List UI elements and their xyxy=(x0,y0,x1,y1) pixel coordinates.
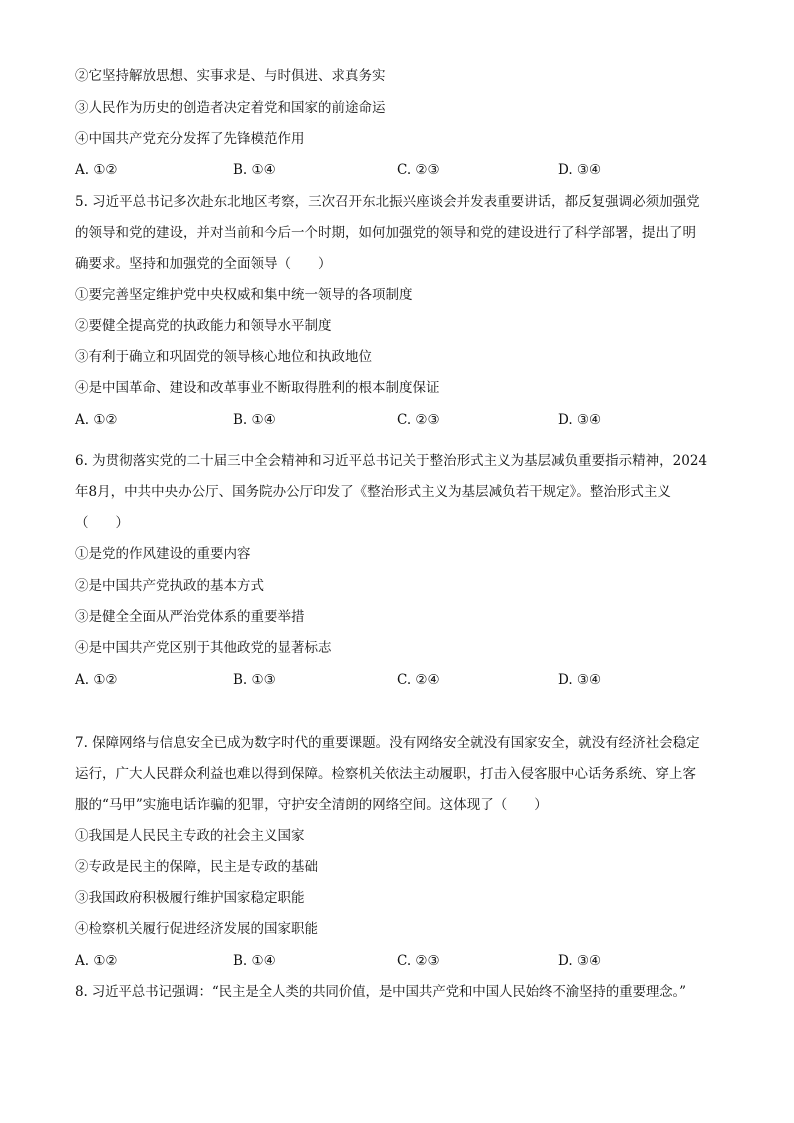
q5-stem-line-3: 确要求。坚持和加强党的全面领导（ ） xyxy=(75,256,332,272)
q5-option-a[interactable]: A. ①② xyxy=(75,412,118,428)
q7-item-2: ②专政是民主的保障，民主是专政的基础 xyxy=(75,859,318,875)
q4-item-3: ③人民作为历史的创造者决定着党和国家的前途命运 xyxy=(75,100,386,116)
q7-item-4: ④检察机关履行促进经济发展的国家职能 xyxy=(75,921,318,937)
q4-item-2: ②它坚持解放思想、实事求是、与时俱进、求真务实 xyxy=(75,68,386,84)
q7-option-d[interactable]: D. ③④ xyxy=(558,953,602,969)
q5-option-c[interactable]: C. ②③ xyxy=(397,412,440,428)
q7-stem-line-1: 7. 保障网络与信息安全已成为数字时代的重要课题。没有网络安全就没有国家安全，就没有经济社会稳定 xyxy=(75,735,700,751)
q6-stem-line-2: 年8月，中共中央办公厅、国务院办公厅印发了《整治形式主义为基层减负若干规定》。整治形式主义 xyxy=(75,484,671,500)
q5-options xyxy=(75,410,775,430)
q7-item-1: ①我国是人民民主专政的社会主义国家 xyxy=(75,828,305,844)
q7-stem-line-3: 服的“马甲”实施电话诈骗的犯罪，守护安全清朗的网络空间。这体现了（ ） xyxy=(75,797,548,813)
q4-item-4: ④中国共产党充分发挥了先锋模范作用 xyxy=(75,131,305,147)
q6-item-2: ②是中国共产党执政的基本方式 xyxy=(75,578,264,594)
q4-option-d[interactable]: D. ③④ xyxy=(558,162,602,178)
q7-stem-line-2: 运行，广大人民群众利益也难以得到保障。检察机关依法主动履职，打击入侵客服中心话务系统、穿上客 xyxy=(75,766,696,782)
q5-item-3: ③有利于确立和巩固党的领导核心地位和执政地位 xyxy=(75,349,372,365)
q5-item-4: ④是中国革命、建设和改革事业不断取得胜利的根本制度保证 xyxy=(75,380,440,396)
q4-option-c[interactable]: C. ②③ xyxy=(397,162,440,178)
q6-stem-line-1: 6. 为贯彻落实党的二十届三中全会精神和习近平总书记关于整治形式主义为基层减负重要指示精神，2024 xyxy=(75,453,708,469)
q6-item-4: ④是中国共产党区别于其他政党的显著标志 xyxy=(75,640,332,656)
q5-option-b[interactable]: B. ①④ xyxy=(233,412,276,428)
q6-item-1: ①是党的作风建设的重要内容 xyxy=(75,546,251,562)
q5-item-2: ②要健全提高党的执政能力和领导水平制度 xyxy=(75,318,332,334)
q4-option-a[interactable]: A. ①② xyxy=(75,162,118,178)
q7-option-a[interactable]: A. ①② xyxy=(75,953,118,969)
q6-item-3: ③是健全全面从严治党体系的重要举措 xyxy=(75,609,305,625)
q5-stem-line-2: 的领导和党的建设，并对当前和今后一个时期，如何加强党的领导和党的建设进行了科学部署，提出了明 xyxy=(75,225,696,241)
q4-options xyxy=(75,160,775,180)
q6-option-b[interactable]: B. ①③ xyxy=(233,672,276,688)
q6-option-c[interactable]: C. ②④ xyxy=(397,672,440,688)
q4-option-b[interactable]: B. ①④ xyxy=(233,162,276,178)
q8-stem-line-1: 8. 习近平总书记强调：“民主是全人类的共同价值，是中国共产党和中国人民始终不渝坚持的重要理念。” xyxy=(75,984,686,1000)
q6-option-d[interactable]: D. ③④ xyxy=(558,672,602,688)
q5-item-1: ①要完善坚定维护党中央权威和集中统一领导的各项制度 xyxy=(75,287,413,303)
q6-stem-line-3: （ ） xyxy=(75,515,129,531)
q6-option-a[interactable]: A. ①② xyxy=(75,672,118,688)
q7-option-c[interactable]: C. ②③ xyxy=(397,953,440,969)
q7-option-b[interactable]: B. ①④ xyxy=(233,953,276,969)
q7-options xyxy=(75,951,775,971)
q7-item-3: ③我国政府积极履行维护国家稳定职能 xyxy=(75,890,305,906)
q6-options xyxy=(75,670,775,690)
q5-stem-line-1: 5. 习近平总书记多次赴东北地区考察，三次召开东北振兴座谈会并发表重要讲话，都反复强调必须加强党 xyxy=(75,194,700,210)
q5-option-d[interactable]: D. ③④ xyxy=(558,412,602,428)
